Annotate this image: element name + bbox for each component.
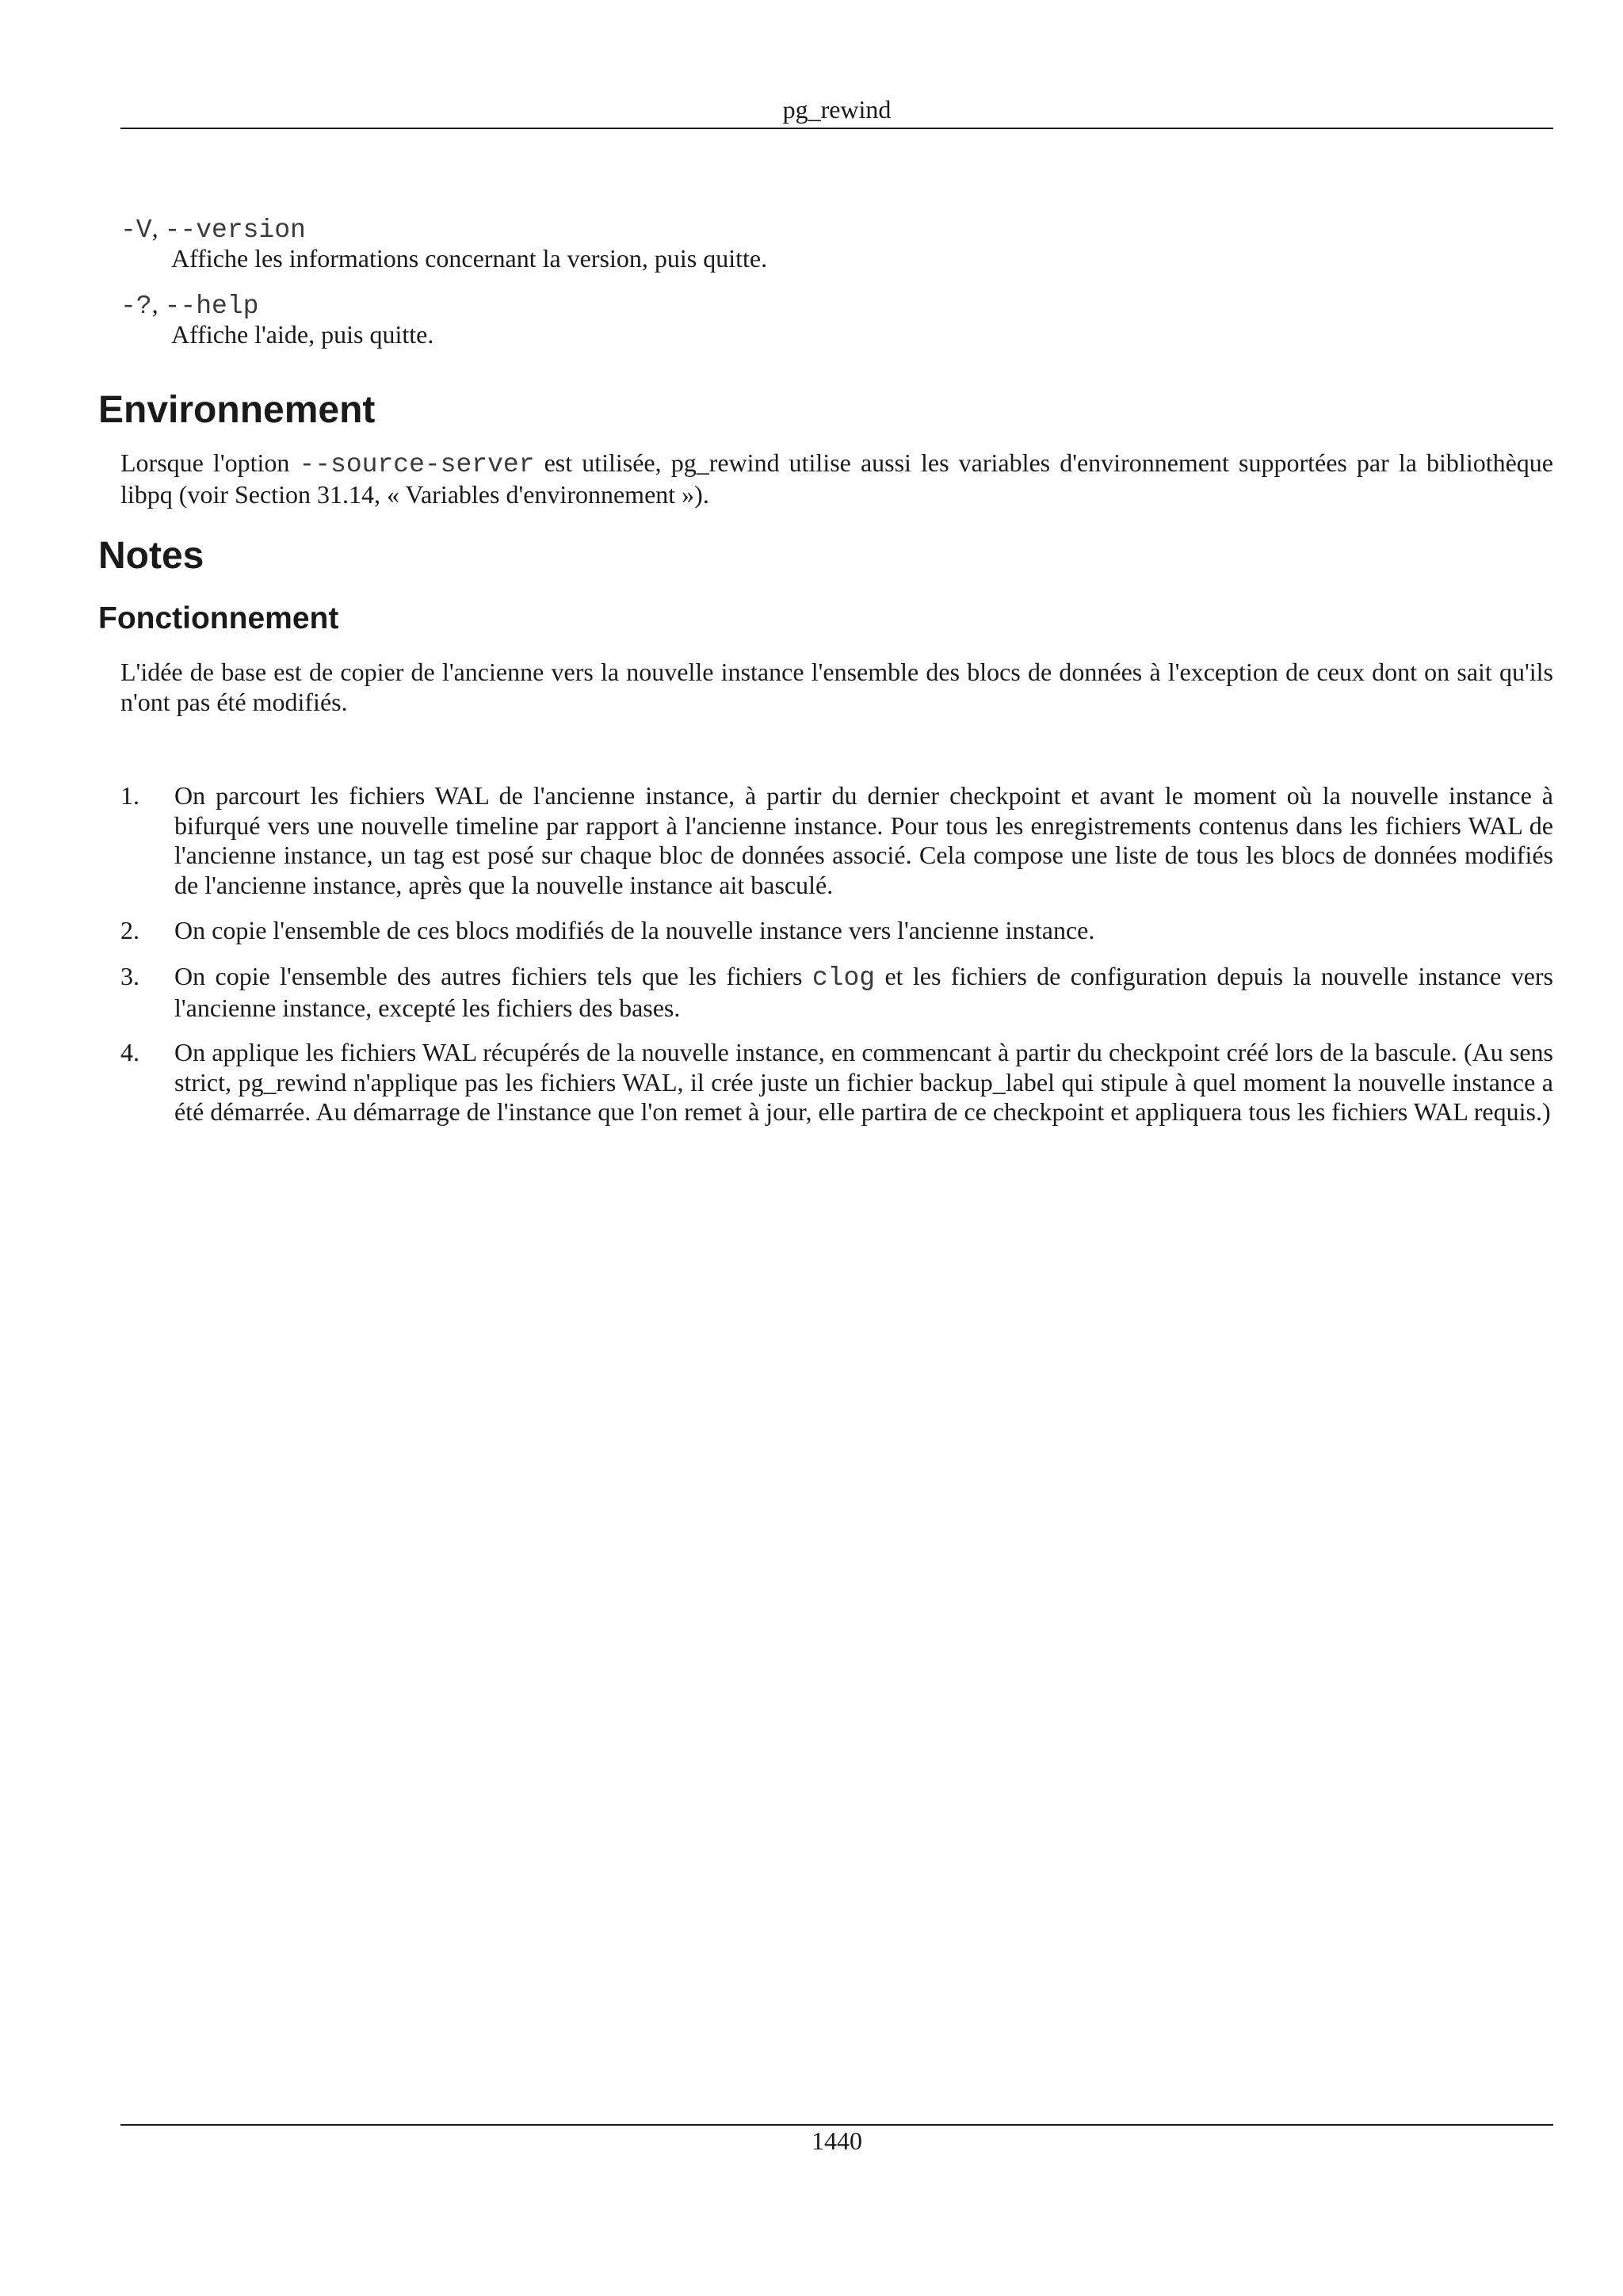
list-item-text [174, 962, 1553, 1023]
list-item-number: 4. [120, 1038, 139, 1066]
option-short-flag: -? [120, 292, 152, 321]
option-description-version: Affiche les informations concernant la version, puis quitte. [171, 244, 768, 273]
option-term-version [120, 212, 306, 246]
environment-paragraph [120, 448, 1553, 509]
section-heading-notes: Notes [98, 535, 204, 577]
option-description-help: Affiche l'aide, puis quitte. [171, 320, 434, 349]
list-item-number: 3. [120, 962, 139, 990]
section-heading-environment: Environnement [98, 389, 376, 431]
option-separator: , [151, 290, 165, 318]
option-separator: , [151, 214, 165, 242]
list-item-text-after: et les fichiers de configuration depuis la nouvelle instance vers l'ancienne instance, excepté les fichiers des bases. [174, 962, 1554, 1022]
environment-code: --source-server [299, 450, 535, 479]
option-short-flag: -V [120, 215, 152, 245]
list-item-text: On parcourt les fichiers WAL de l'ancienne instance, à partir du dernier checkpoint et avant le moment où la nouvelle instance à bifurqué vers une nouvelle timeline par rapport à l'ancienne instance. Pour tous les enregistrements contenus dans les fichiers WAL de l'ancienne instance, un tag est posé sur chaque bloc de données associé. Cela compose une liste de tous les blocs de données modifiés de l'ancienne instance, après que la nouvelle instance ait basculé. [174, 781, 1553, 899]
list-item-number: 1. [120, 781, 139, 810]
option-long-flag: --help [164, 292, 259, 321]
notes-intro-paragraph: L'idée de base est de copier de l'ancienne vers la nouvelle instance l'ensemble des blocs de données à l'exception de ceux dont on sait qu'ils n'ont pas été modifiés. [120, 658, 1553, 716]
list-item-text: On copie l'ensemble de ces blocs modifiés de la nouvelle instance vers l'ancienne instance. [174, 916, 1095, 944]
subsection-heading-fonctionnement: Fonctionnement [98, 601, 339, 635]
environment-text-after: est utilisée, pg_rewind utilise aussi les variables d'environnement supportées par la bibliothèque libpq (voir Section 31.14, « Variables d'environnement »). [120, 448, 1554, 509]
environment-text-before: Lorsque l'option [120, 448, 300, 477]
running-header: pg_rewind [782, 95, 892, 124]
option-term-help [120, 288, 258, 322]
list-item-text-before: On copie l'ensemble des autres fichiers tels que les fichiers [174, 962, 812, 990]
header-rule [120, 128, 1553, 129]
option-long-flag: --version [164, 215, 306, 245]
list-item-code: clog [812, 963, 876, 993]
page-number: 1440 [812, 2126, 862, 2155]
list-item-text: On applique les fichiers WAL récupérés de la nouvelle instance, en commencant à partir du checkpoint créé lors de la bascule. (Au sens strict, pg_rewind n'applique pas les fichiers WAL, il crée juste un fichier backup_label qui stipule à quel moment la nouvelle instance a été démarrée. Au démarrage de l'instance que l'on remet à jour, elle partira de ce checkpoint et appliquera tous les fichiers WAL requis.) [174, 1038, 1553, 1126]
list-item-number: 2. [120, 916, 139, 944]
